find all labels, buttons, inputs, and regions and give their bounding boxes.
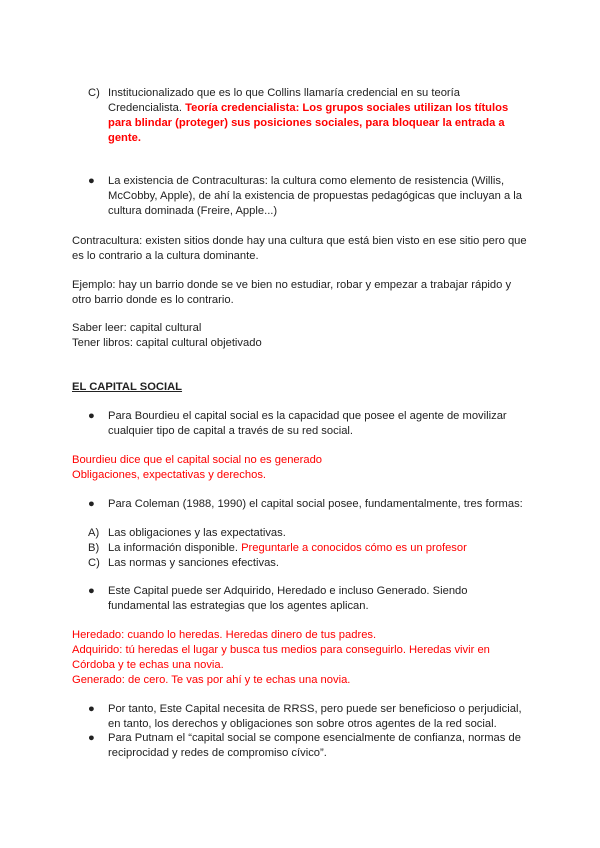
red-note-credencialista: Teoría credencialista: Los grupos sociales utilizan los títulos para blindar (proteger) sus posiciones sociales, para bloquear la entrada a gente. xyxy=(108,102,509,144)
item-text: Institucionalizado que es lo que Collins llamaría credencial en su teoría Credencialista. xyxy=(108,87,460,114)
bullet-icon: ● xyxy=(88,732,95,744)
item-text: Por tanto, Este Capital necesita de RRSS, pero puede ser beneficioso o perjudicial, en tanto, los derechos y obligaciones son sobre otros agentes de la red social. xyxy=(108,703,522,730)
item-text: Este Capital puede ser Adquirido, Heredado e incluso Generado. Siendo fundamental las estrategias que los agentes aplican. xyxy=(108,585,468,612)
bullet-item-putnam xyxy=(88,731,528,761)
bullet-icon: ● xyxy=(88,585,95,597)
bullet-icon: ● xyxy=(88,498,95,510)
red-note-profesor: Preguntarle a conocidos cómo es un profesor xyxy=(241,542,467,554)
red-note-adquirido: Adquirido: tú heredas el lugar y busca tus medios para conseguirlo. Heredas vivir en Córdoba y te echas una novia. xyxy=(72,644,490,671)
paragraph-contracultura: Contracultura: existen sitios donde hay una cultura que está bien visto en ese sitio pero que es lo contrario a la cultura dominante. xyxy=(72,235,527,262)
list-item-c-institucionalizado xyxy=(88,86,528,146)
item-text: La existencia de Contraculturas: la cultura como elemento de resistencia (Willis, McCobby, Apple), de ahí la existencia de propuestas pedagógicas que incluyan a la cultura dominada (Freire, Apple...) xyxy=(108,175,522,217)
bullet-item-capital-tipos xyxy=(88,584,528,614)
line-tener-libros: Tener libros: capital cultural objetivado xyxy=(72,337,262,349)
bullet-item-rrss xyxy=(88,702,528,732)
list-item-b xyxy=(88,541,528,556)
list-marker: C) xyxy=(88,87,100,99)
item-text: Para Coleman (1988, 1990) el capital social posee, fundamentalmente, tres formas: xyxy=(108,498,523,510)
item-text: Las obligaciones y las expectativas. xyxy=(108,527,286,539)
item-text: Para Putnam el “capital social se compone esencialmente de confianza, normas de reciprocidad y redes de compromiso cívico”. xyxy=(108,732,521,759)
red-note-obligaciones: Obligaciones, expectativas y derechos. xyxy=(72,469,267,481)
item-text: Para Bourdieu el capital social es la capacidad que posee el agente de movilizar cualquier tipo de capital a través de su red social. xyxy=(108,410,507,437)
line-saber-leer: Saber leer: capital cultural xyxy=(72,322,202,334)
red-note-heredado: Heredado: cuando lo heredas. Heredas dinero de tus padres. xyxy=(72,629,377,641)
red-note-bourdieu: Bourdieu dice que el capital social no es generado xyxy=(72,454,323,466)
list-marker: B) xyxy=(88,542,100,554)
bullet-icon: ● xyxy=(88,175,95,187)
bullet-icon: ● xyxy=(88,703,95,715)
bullet-item-contraculturas xyxy=(88,174,528,219)
bullet-icon: ● xyxy=(88,410,95,422)
bullet-item-coleman xyxy=(88,497,528,512)
list-item-c xyxy=(88,556,528,571)
list-marker: A) xyxy=(88,527,100,539)
bullet-item-bourdieu xyxy=(88,409,528,439)
item-text: Las normas y sanciones efectivas. xyxy=(108,557,280,569)
red-note-generado: Generado: de cero. Te vas por ahí y te echas una novia. xyxy=(72,674,351,686)
item-text: La información disponible. xyxy=(108,542,242,554)
list-item-a xyxy=(88,526,528,541)
section-heading: EL CAPITAL SOCIAL xyxy=(72,381,183,393)
paragraph-ejemplo: Ejemplo: hay un barrio donde se ve bien no estudiar, robar y empezar a trabajar rápido y otro barrio donde es lo contrario. xyxy=(72,279,512,306)
list-marker: C) xyxy=(88,557,100,569)
